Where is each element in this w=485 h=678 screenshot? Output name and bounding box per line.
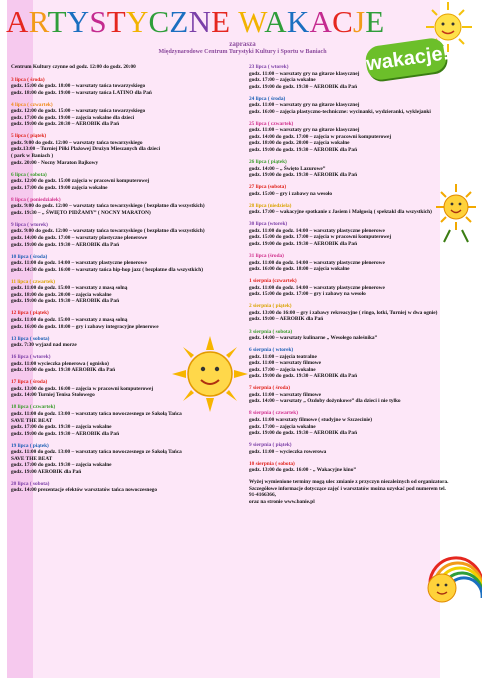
title-letter: C	[148, 4, 170, 39]
entry-date: 10 sierpnia ( sobota)	[249, 460, 295, 467]
entry-date: 9 sierpnia ( piątek)	[249, 442, 292, 449]
entry-line: godz. 17:00 do godz. 19:00 – zajęcia wokalne dla dzieci	[11, 114, 135, 121]
entry-date: 17 lipca ( środa)	[11, 379, 48, 386]
schedule-left-column	[11, 64, 223, 499]
entry-line: godz. 9:00 do godz. 12:00 – warsztaty tańca towarzyskiego	[11, 139, 143, 146]
schedule-entry	[249, 347, 449, 380]
entry-date: 16 lipca ( wtorek)	[11, 354, 51, 361]
entry-line: SAVE THE BEAT	[11, 455, 53, 462]
entry-line: godz. 11:00 do godz. 14:00 – warsztaty plastyczne plenerowe	[11, 260, 147, 267]
entry-line: godz. 17:00 – wakacyjne spotkanie z Jasiem i Małgosią ( spektakl dla wszystkich)	[249, 209, 432, 216]
entry-line: godz. 11:00 do godz. 15:00 – warsztaty z masą solną	[11, 316, 128, 323]
schedule-entry	[11, 77, 223, 97]
entry-line: godz. 19:00 do godz. 20:30 – AEROBIK dla Pań	[11, 121, 120, 128]
entry-line: godz. 14:00 – warsztaty kulinarne „ Wesołego naleśnika”	[249, 335, 378, 342]
entry-line: godz. 19:00 do godz. 19:30 – AEROBIK dla Pań	[249, 172, 358, 179]
entry-date: 19 lipca ( piątek)	[11, 442, 49, 449]
entry-date: 6 sierpnia ( wtorek)	[249, 347, 294, 354]
title-letter: Y	[125, 4, 149, 39]
entry-line: ( park w Baniach )	[11, 153, 54, 160]
entry-line: godz. 15:00 do godz. 17:00 – gry i zabawy na wesoło	[249, 291, 366, 298]
entry-date: 6 lipca ( sobota)	[11, 171, 47, 178]
schedule-entry	[249, 184, 449, 197]
schedule-entry	[11, 172, 223, 192]
entry-line: godz. 19:00 do godz. 19:30 AEROBIK dla Pań	[11, 367, 116, 374]
entry-line: godz. 11:00 do godz. 13:00 – warsztaty tańca nowoczesnego ze Sakołą Tańca	[11, 410, 182, 417]
entry-line: godz. 15:00 do godz. 17:00 – zajęcia w pracowni komputerowej	[249, 234, 392, 241]
schedule-entry	[249, 442, 449, 455]
entry-line: godz. 9:00 do godz. 12:00 – warsztaty tańca towarzyskiego ( bezpłatne dla wszystkich)	[11, 203, 205, 210]
entry-line: godz. 14:00 – „ Święto Lazurowe”	[249, 165, 326, 172]
schedule-entry	[249, 203, 449, 216]
schedule-entry	[11, 481, 223, 494]
entry-line: godz. 19:30 – „ ŚWIĘTO PIDŻAMY” ( NOCNY MARATON)	[11, 209, 151, 216]
entry-line: godz. 11:00 – warsztaty gry na gitarze klasycznej	[249, 102, 360, 109]
entry-line: godz. 19:00 do godz. 19:30 – AEROBIK dla Pań	[249, 83, 358, 90]
entry-line: godz. 14:00 – warsztaty „ Ozdoby dożynkowe” dla dzieci i nie tylko	[249, 398, 401, 405]
entry-line: godz. 11:00 – warsztaty filmowe	[249, 391, 321, 398]
entry-line: godz. 11:00 – warsztaty gry na gitarze klasycznej	[249, 70, 360, 77]
footer-notes	[249, 479, 449, 505]
entry-line: godz. 19:00 do godz. 19:30 – AEROBIK dla Pań	[11, 430, 120, 437]
entry-line: godz. 14:00 do godz. 17:00 – zajęcia w pracowni komputerowej	[249, 133, 392, 140]
title-letter: Y	[66, 4, 90, 39]
title-letter: A	[6, 4, 29, 39]
title-letter: T	[47, 4, 67, 39]
entry-date: 2 sierpnia ( piątek)	[249, 303, 292, 310]
entry-line: godz. 19:00 do godz. 19:30 – AEROBIK dla Pań	[11, 298, 120, 305]
title-letter: K	[286, 4, 310, 39]
entry-line: godz. 18:00 do godz. 20:00 – zajęcia wokalne	[11, 291, 112, 298]
entry-line: godz. 18:00 do godz. 20:00 – zajęcia wokalne	[249, 140, 350, 147]
schedule-entry	[11, 404, 223, 437]
entry-line: godz. 13:00 do godz. 16:00 – zajęcia w pracowni komputerowej	[11, 385, 154, 392]
entry-line: godz. 19:00 do godz. 19:30 – AEROBIK dla Pań	[11, 241, 120, 248]
entry-date: 27 lipca (sobota)	[249, 184, 287, 191]
entry-date: 30 lipca (wtorek)	[249, 221, 288, 228]
entry-date: 3 sierpnia ( sobota)	[249, 328, 293, 335]
schedule-entry	[249, 278, 449, 298]
entry-line: godz. 11:00 do godz. 14:00 – warsztaty plastyczne plenerowe	[249, 259, 385, 266]
entry-line: godz. 15:00 – gry i zabawy na wesoło	[249, 190, 332, 197]
entry-line: godz. 17:00 do godz. 19:30 – zajęcia wokalne	[11, 462, 112, 469]
entry-line: godz. 7:30 wyjazd nad morze	[11, 342, 77, 349]
entry-line: godz. 11:00 – warsztaty filmowe	[249, 360, 321, 367]
entry-line: godz. 14:00 do godz. 17:00 – warsztaty plastyczne plenerowe	[11, 234, 148, 241]
schedule-entry	[249, 303, 449, 323]
entry-date: 8 sierpnia ( czwartek)	[249, 410, 298, 417]
entry-date: 31 lipca (środa)	[249, 253, 284, 260]
entry-line: godz. 11:00 do godz. 15:00 – warsztaty z masą solną	[11, 285, 128, 292]
schedule-entry	[249, 96, 449, 116]
title-letter: J	[352, 4, 366, 39]
schedule-entry	[249, 121, 449, 154]
entry-line: godz. 16:00 do godz. 18:00 – zajęcia wokalne	[249, 266, 350, 273]
entry-line: godz. 11:00 wycieczka plenerowa ( ognisko)	[11, 360, 109, 367]
entry-date: 13 lipca ( sobota)	[11, 335, 50, 342]
entry-line: godz. 9:00 do godz. 12:00 – warsztaty tańca towarzyskiego ( bezpłatne dla wszystkich)	[11, 228, 205, 235]
entry-line: godz. 11:00 do godz. 13:00 – warsztaty tańca nowoczesnego ze Sakołą Tańca	[11, 449, 182, 456]
entry-line: godz. 14:30 do godz. 16:00 – warsztaty tańca hip-hop jazz ( bezpłatne dla wszystkich)	[11, 266, 204, 273]
entry-date: 10 lipca ( środa)	[11, 253, 48, 260]
schedule-entry	[249, 385, 449, 405]
entry-date: 1 sierpnia (czwartek)	[249, 278, 297, 285]
entry-line: godz. 11:00 – warsztaty gry na gitarze klasycznej	[249, 127, 360, 134]
invite-text: zaprasza	[229, 40, 256, 48]
entry-date: 25 lipca ( czwartek)	[249, 120, 294, 127]
schedule-right-column	[249, 64, 449, 506]
schedule-entry	[11, 379, 223, 399]
entry-line: godz. 17:00 – zajęcia wokalne	[249, 366, 316, 373]
entry-line: godz. 19:00 AEROBIK dla Pań	[11, 468, 82, 475]
entry-line: godz. 19:00 do godz. 19:30 – AEROBIK dla Pań	[249, 241, 358, 248]
schedule-entry	[11, 354, 223, 374]
sun-rainbow-icon	[420, 548, 482, 608]
schedule-entry	[11, 197, 223, 217]
entry-date: 8 lipca ( poniedziałek)	[11, 196, 61, 203]
entry-date: 18 lipca ( czwartek)	[11, 404, 56, 411]
entry-line: godz. 16:00 – zajęcia plastyczno-techniczne: wycinanki, wydzieranki, wyklejanki	[249, 108, 431, 115]
entry-date: 5 lipca ( piątek)	[11, 133, 47, 140]
title-letter: T	[106, 4, 126, 39]
schedule-entry	[249, 159, 449, 179]
schedule-entry	[11, 133, 223, 166]
schedule-entry	[11, 222, 223, 248]
schedule-entry	[11, 336, 223, 349]
title-letter: E	[211, 4, 231, 39]
title-letter: C	[332, 4, 353, 39]
entry-date: 24 lipca ( środa)	[249, 95, 286, 102]
title-letter: E	[365, 4, 385, 39]
entry-line: godz. 16:00 do godz. 18:00 – gry i zabawy integracyjne plenerowe	[11, 323, 159, 330]
entry-line: godz. 19:00 do godz. 19:30 – AEROBIK dla Pań	[249, 430, 358, 437]
entry-date: 12 lipca ( piątek)	[11, 310, 49, 317]
schedule-entry	[249, 410, 449, 436]
entry-line: godz. 17:00 do godz. 19:00 zajęcia wokalne	[11, 184, 108, 191]
organizer-text: Międzynarodowe Centrum Turystyki Kultury i Sportu w Baniach	[158, 49, 327, 55]
entry-date: 26 lipca ( piątek)	[249, 159, 287, 166]
entry-date: 28 lipca (niedziela)	[249, 202, 292, 209]
schedule-entry	[11, 279, 223, 305]
entry-line: SAVE THE BEAT	[11, 417, 53, 424]
entry-line: godz. 13:00 do 16:00 – gry i zabawy rekreacyjne ( ringo, lotki, Turniej w dwa ognie)	[249, 309, 438, 316]
footer-line: Wyżej wymienione terminy mogą ulec zmianie z przyczyn niezależnych od organizatora.	[249, 479, 449, 486]
schedule-entry	[249, 64, 449, 90]
entry-line: godz. 12:00 do godz. 15:00 zajęcia w pracowni komputerowej	[11, 178, 150, 185]
entry-line: godz. 15:00 do godz. 18:00 – warsztaty tańca towarzyskiego	[11, 83, 146, 90]
title-letter: S	[89, 4, 107, 39]
entry-date: 9 lipca ( wtorek)	[11, 221, 48, 228]
entry-date: 3 lipca ( środa)	[11, 76, 45, 83]
wakacje-logo: wakacje!	[364, 37, 448, 82]
schedule-entry	[249, 329, 449, 342]
entry-date: 23 lipca ( wtorek)	[249, 64, 289, 70]
entry-date: 11 lipca ( czwartek)	[11, 278, 55, 285]
entry-line: godz. 14:00 prezentacje efektów warsztatów tańca nowoczesnego	[11, 487, 157, 494]
title-letter: R	[28, 4, 48, 39]
entry-date: 4 lipca ( czwartek)	[11, 101, 53, 108]
entry-line: godz. 18:00 do godz. 19:00 – warsztaty tańca LATINO dla Pań	[11, 89, 152, 96]
entry-line: godz. 19:00 do godz. 19:30 – AEROBIK dla Pań	[249, 147, 358, 154]
footer-line: oraz na stronie www.banie.pl	[249, 498, 315, 505]
title-letter: A	[264, 4, 287, 39]
schedule-entry	[11, 443, 223, 476]
title-letter: N	[188, 4, 212, 39]
entry-date: 7 sierpnia ( środa)	[249, 385, 290, 392]
poster-title	[6, 4, 406, 40]
title-letter: Z	[169, 4, 189, 39]
entry-line: godz. 11:00 do godz. 14:00 – warsztaty plastyczne plenerowe	[249, 284, 385, 291]
entry-line: godz. 11:00 warsztaty filmowe ( studyjne w Szczecinie)	[249, 417, 372, 424]
entry-line: godz. 17:00 – zajęcia wokalne	[249, 423, 316, 430]
entry-line: godz. 11:00 – wycieczka rowerowa	[249, 448, 327, 455]
entry-line: godz. 11:00 do godz. 14:00 – warsztaty plastyczne plenerowe	[249, 227, 385, 234]
entry-date: 20 lipca ( sobota)	[11, 480, 50, 487]
entry-line: godz. 19:00 – AEROBIK dla Pań	[249, 316, 324, 323]
opening-hours: Centrum Kultury czynne od godz. 12:00 do godz. 20:00	[11, 64, 136, 70]
right-entries	[249, 64, 449, 474]
schedule-entry	[11, 310, 223, 330]
entry-line: godz. 17:00 – zajęcia wokalne	[249, 77, 316, 84]
entry-line: godz. 13:00 do godz. 16:00 - „ Wakacyjne kino”	[249, 467, 357, 474]
entry-line: godz.13:00 – Turniej Piłki Plażowej Drużyn Mieszanych dla dzieci	[11, 146, 161, 153]
entry-line: godz. 17:00 do godz. 19:30 – zajęcia wokalne	[11, 424, 112, 431]
footer-line: Szczegółowe informacje dotyczące zajęć i warsztatów można uzyskać pod numerem tel. 91-4166366,	[249, 485, 446, 499]
entry-line: godz. 19:00 do godz. 19:30 – AEROBIK dla Pań	[249, 373, 358, 380]
title-letter: W	[238, 4, 265, 39]
entry-line: godz. 14:00 Turniej Tenisa Stołowego	[11, 392, 95, 399]
entry-line: godz. 11:00 – zajęcia teatralne	[249, 353, 317, 360]
schedule-entry	[11, 102, 223, 128]
schedule-entry	[249, 461, 449, 474]
left-entries	[11, 77, 223, 494]
title-letter: A	[309, 4, 333, 39]
entry-line: godz. 20:00 - Nocny Maraton Bajkowy	[11, 159, 99, 166]
schedule-entry	[249, 221, 449, 247]
entry-line: godz. 12:00 do godz. 15:00 – warsztaty tańca towarzyskiego	[11, 108, 146, 115]
schedule-entry	[249, 253, 449, 273]
schedule-entry	[11, 254, 223, 274]
